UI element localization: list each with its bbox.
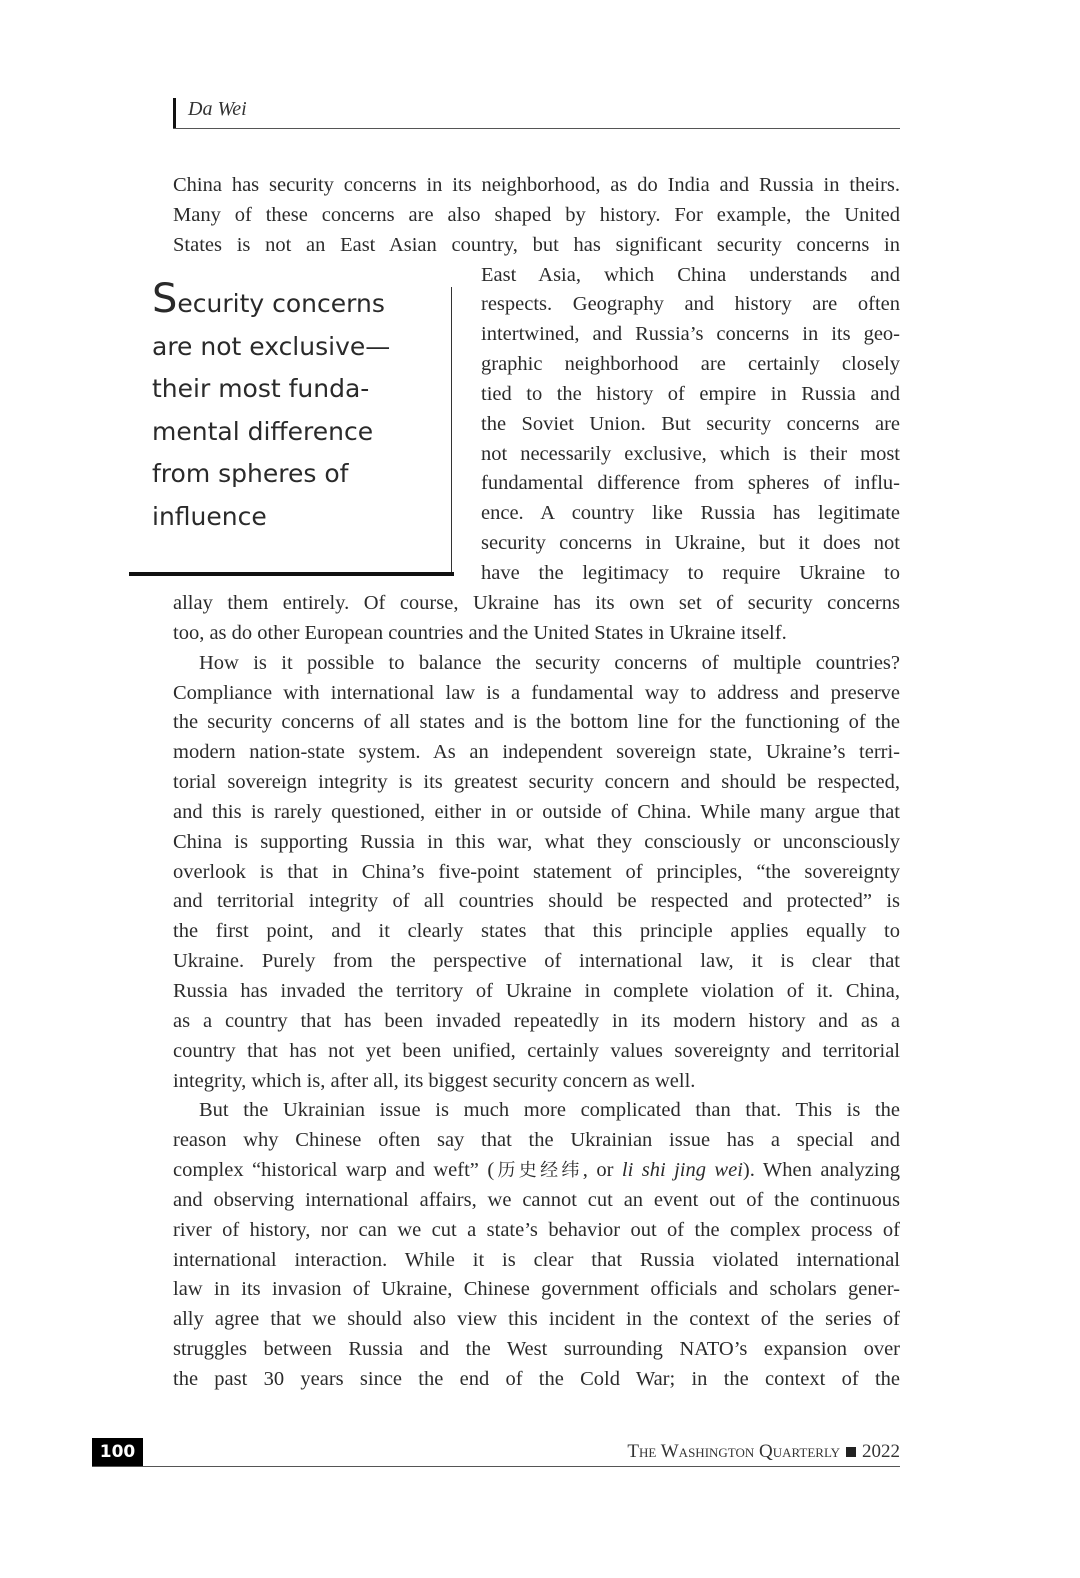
body-block-1-full bbox=[173, 171, 900, 261]
pull-quote-drop-cap: S bbox=[152, 276, 178, 322]
paragraph-2-first-line: How is it possible to balance the security concerns of multiple countries? bbox=[199, 651, 900, 674]
text-line: Ukraine. Purely from the perspective of international law, it is clear that bbox=[173, 950, 900, 973]
text-line: States is not an East Asian country, but has significant security concerns in bbox=[173, 233, 900, 256]
pull-quote-line: influence bbox=[152, 501, 267, 531]
text-line: and territorial integrity of all countries should be respected and protected” is bbox=[173, 890, 900, 913]
text-line: the Soviet Union. But security concerns are bbox=[481, 412, 900, 435]
text-line: river of history, nor can we cut a state’s behavior out of the complex process of bbox=[173, 1218, 900, 1241]
page-footer bbox=[92, 1438, 900, 1467]
pull-quote bbox=[129, 276, 452, 574]
text-line: Russia has invaded the territory of Ukraine in complete violation of it. China, bbox=[173, 979, 900, 1002]
text-line: tied to the history of empire in Russia and bbox=[481, 382, 900, 405]
pull-quote-line: their most funda- bbox=[152, 374, 370, 404]
text-line: Compliance with international law is a fundamental way to address and preserve bbox=[173, 681, 900, 704]
pull-quote-bottom-rule bbox=[129, 572, 454, 576]
text-line: country that has not yet been unified, certainly values sovereignty and territorial bbox=[173, 1039, 900, 1062]
text-line: law in its invasion of Ukraine, Chinese government officials and scholars gener- bbox=[173, 1278, 900, 1301]
text-line: respects. Geography and history are often bbox=[481, 293, 900, 316]
text-line: the past 30 years since the end of the Cold War; in the context of the bbox=[173, 1367, 900, 1390]
text-line: have the legitimacy to require Ukraine to bbox=[481, 561, 900, 584]
paragraph-3-first-line: But the Ukrainian issue is much more complicated than that. This is the bbox=[199, 1099, 900, 1122]
pull-quote-text bbox=[152, 276, 452, 539]
text-line: fundamental difference from spheres of influ- bbox=[481, 472, 900, 495]
text-line: intertwined, and Russia’s concerns in its geo- bbox=[481, 323, 900, 346]
text-line: and this is rarely questioned, either in or outside of China. While many argue that bbox=[173, 800, 900, 823]
pull-quote-line: from spheres of bbox=[152, 459, 349, 489]
text-line: torial sovereign integrity is its greatest security concern and should be respected, bbox=[173, 771, 900, 794]
text-line: modern nation-state system. As an independent sovereign state, Ukraine’s terri- bbox=[173, 741, 900, 764]
text-line: overlook is that in China’s five-point statement of principles, “the sovereignty bbox=[173, 860, 900, 883]
running-header bbox=[173, 96, 900, 129]
body-main bbox=[173, 589, 900, 1395]
text-line: graphic neighborhood are certainly closely bbox=[481, 353, 900, 376]
text-line: allay them entirely. Of course, Ukraine has its own set of security concerns bbox=[173, 592, 900, 614]
text-line: and observing international affairs, we cannot cut an event out of the continuous bbox=[173, 1188, 900, 1211]
text-line: international interaction. While it is clear that Russia violated international bbox=[173, 1248, 900, 1271]
text-line: ence. A country like Russia has legitimate bbox=[481, 502, 900, 525]
chinese-term: 历史经纬 bbox=[494, 1160, 583, 1182]
text-line: China is supporting Russia in this war, what they consciously or unconsciously bbox=[173, 830, 900, 853]
running-header-author: Da Wei bbox=[188, 98, 247, 120]
body-block-1-narrow bbox=[481, 261, 900, 589]
text-line: China has security concerns in its neighborhood, as do India and Russia in theirs. bbox=[173, 174, 900, 196]
header-rule-mark bbox=[173, 98, 176, 128]
text-line: East Asia, which China understands and bbox=[481, 263, 900, 286]
square-bullet-icon bbox=[846, 1447, 856, 1457]
text-line: too, as do other European countries and the United States in Ukraine itself. bbox=[173, 621, 787, 644]
pull-quote-line: mental difference bbox=[152, 416, 374, 446]
text-line: reason why Chinese often say that the Ukrainian issue has a special and bbox=[173, 1129, 900, 1152]
text-line: integrity, which is, after all, its biggest security concern as well. bbox=[173, 1069, 696, 1092]
text-line: the first point, and it clearly states that this principle applies equally to bbox=[173, 920, 900, 943]
text-line: security concerns in Ukraine, but it does not bbox=[481, 532, 900, 555]
pull-quote-line: are not exclusive— bbox=[152, 331, 391, 361]
text-line: the security concerns of all states and is the bottom line for the functioning of the bbox=[173, 711, 900, 734]
text-line: as a country that has been invaded repeatedly in its modern history and as a bbox=[173, 1009, 900, 1032]
page-number: 100 bbox=[92, 1438, 143, 1466]
pinyin-term: li shi jing wei bbox=[621, 1159, 743, 1182]
text-line: Many of these concerns are also shaped by history. For example, the United bbox=[173, 203, 900, 226]
text-line: ally agree that we should also view this incident in the context of the series of bbox=[173, 1308, 900, 1331]
journal-year: 2022 bbox=[862, 1441, 900, 1462]
pull-quote-line: Security concerns bbox=[152, 276, 385, 322]
text-line: struggles between Russia and the West surrounding NATO’s expansion over bbox=[173, 1338, 900, 1361]
journal-name: The Washington Quarterly 2022 bbox=[627, 1441, 900, 1462]
text-line-with-chinese: complex “historical warp and weft” (历史经纬, or li shi jing wei). When analyzing bbox=[173, 1159, 901, 1182]
text-line: not necessarily exclusive, which is their most bbox=[481, 442, 900, 465]
